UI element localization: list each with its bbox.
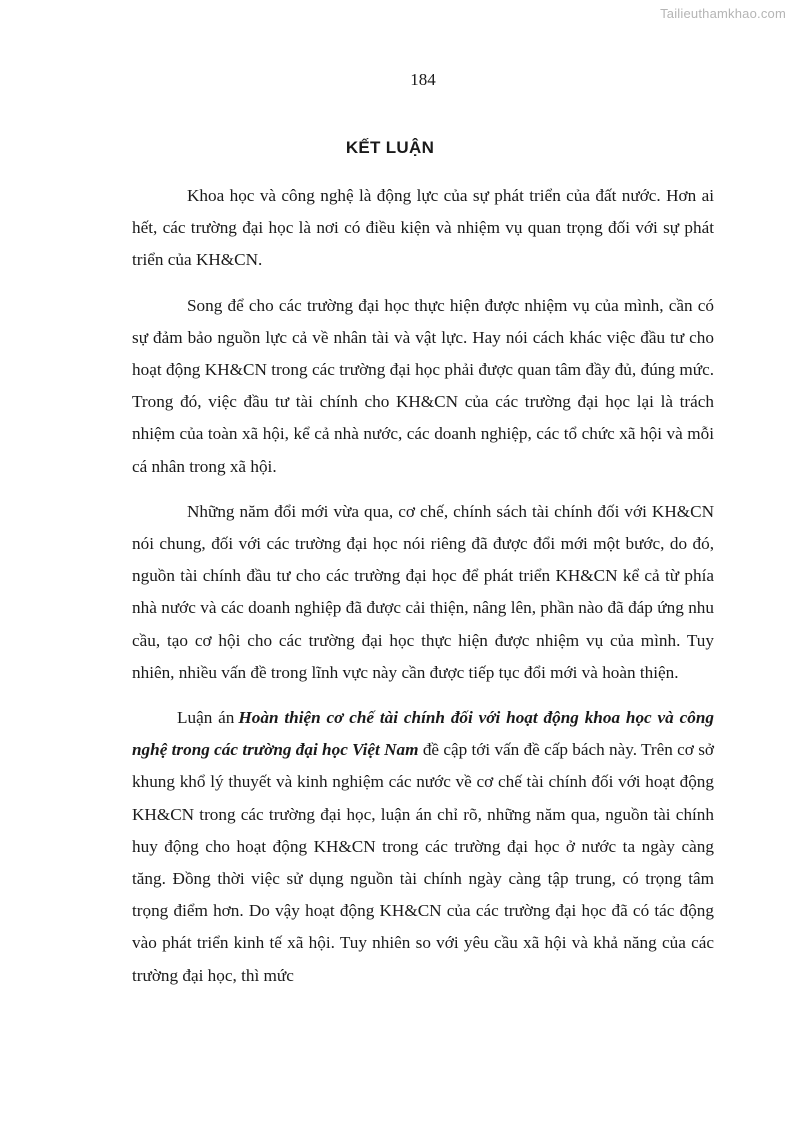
section-heading: KẾT LUẬN: [345, 138, 435, 157]
paragraph-4-rest: đề cập tới vấn đề cấp bách này. Trên cơ sở khung khổ lý thuyết và kinh nghiệm các nước về cơ chế tài chính đối với hoạt động KH&CN trong các trường đại học, luận án chỉ rõ, những năm qua, nguồn tài chính huy động cho hoạt động KH&CN trong các trường đại học ở nước ta ngày càng tăng. Đồng thời việc sử dụng nguồn tài chính ngày càng tập trung, có trọng tâm trọng điểm hơn. Do vậy hoạt động KH&CN của các trường đại học đã có tác động vào phát triển kinh tế xã hội. Tuy nhiên so với yêu cầu xã hội và khả năng của các trường đại học, thì mức: [132, 740, 714, 985]
body-text: [132, 180, 714, 1005]
watermark-text: Tailieuthamkhao.com: [660, 6, 786, 21]
paragraph-4: [132, 702, 714, 992]
paragraph-4-lead: Luận án: [177, 708, 235, 728]
paragraph-1: Khoa học và công nghệ là động lực của sự phát triển của đất nước. Hơn ai hết, các trường đại học là nơi có điều kiện và nhiệm vụ quan trọng đối với sự phát triển của KH&CN.: [132, 186, 714, 270]
paragraph-3: Những năm đổi mới vừa qua, cơ chế, chính sách tài chính đối với KH&CN nói chung, đối với các trường đại học nói riêng đã được đổi mới một bước, do đó, nguồn tài chính đầu tư cho các trường đại học để phát triển KH&CN kể cả từ phía nhà nước và các doanh nghiệp đã được cải thiện, nâng lên, phần nào đã đáp ứng nhu cầu, tạo cơ hội cho các trường đại học thực hiện được nhiệm vụ của mình. Tuy nhiên, nhiều vấn đề trong lĩnh vực này cần được tiếp tục đổi mới và hoàn thiện.: [132, 501, 714, 682]
paragraph-2: Song để cho các trường đại học thực hiện được nhiệm vụ của mình, cần có sự đảm bảo nguồn lực cả về nhân tài và vật lực. Hay nói cách khác việc đầu tư cho hoạt động KH&CN trong các trường đại học phải được quan tâm đầy đủ, đúng mức. Trong đó, việc đầu tư tài chính cho KH&CN của các trường đại học lại là trách nhiệm của toàn xã hội, kể cả nhà nước, các doanh nghiệp, các tổ chức xã hội và mỗi cá nhân trong xã hội.: [132, 295, 714, 476]
page-number: 184: [410, 70, 436, 89]
thesis-title: Hoàn thiện cơ chế tài chính đối với hoạt động khoa học và công nghệ trong các trường đại học Việt Nam: [132, 708, 714, 760]
